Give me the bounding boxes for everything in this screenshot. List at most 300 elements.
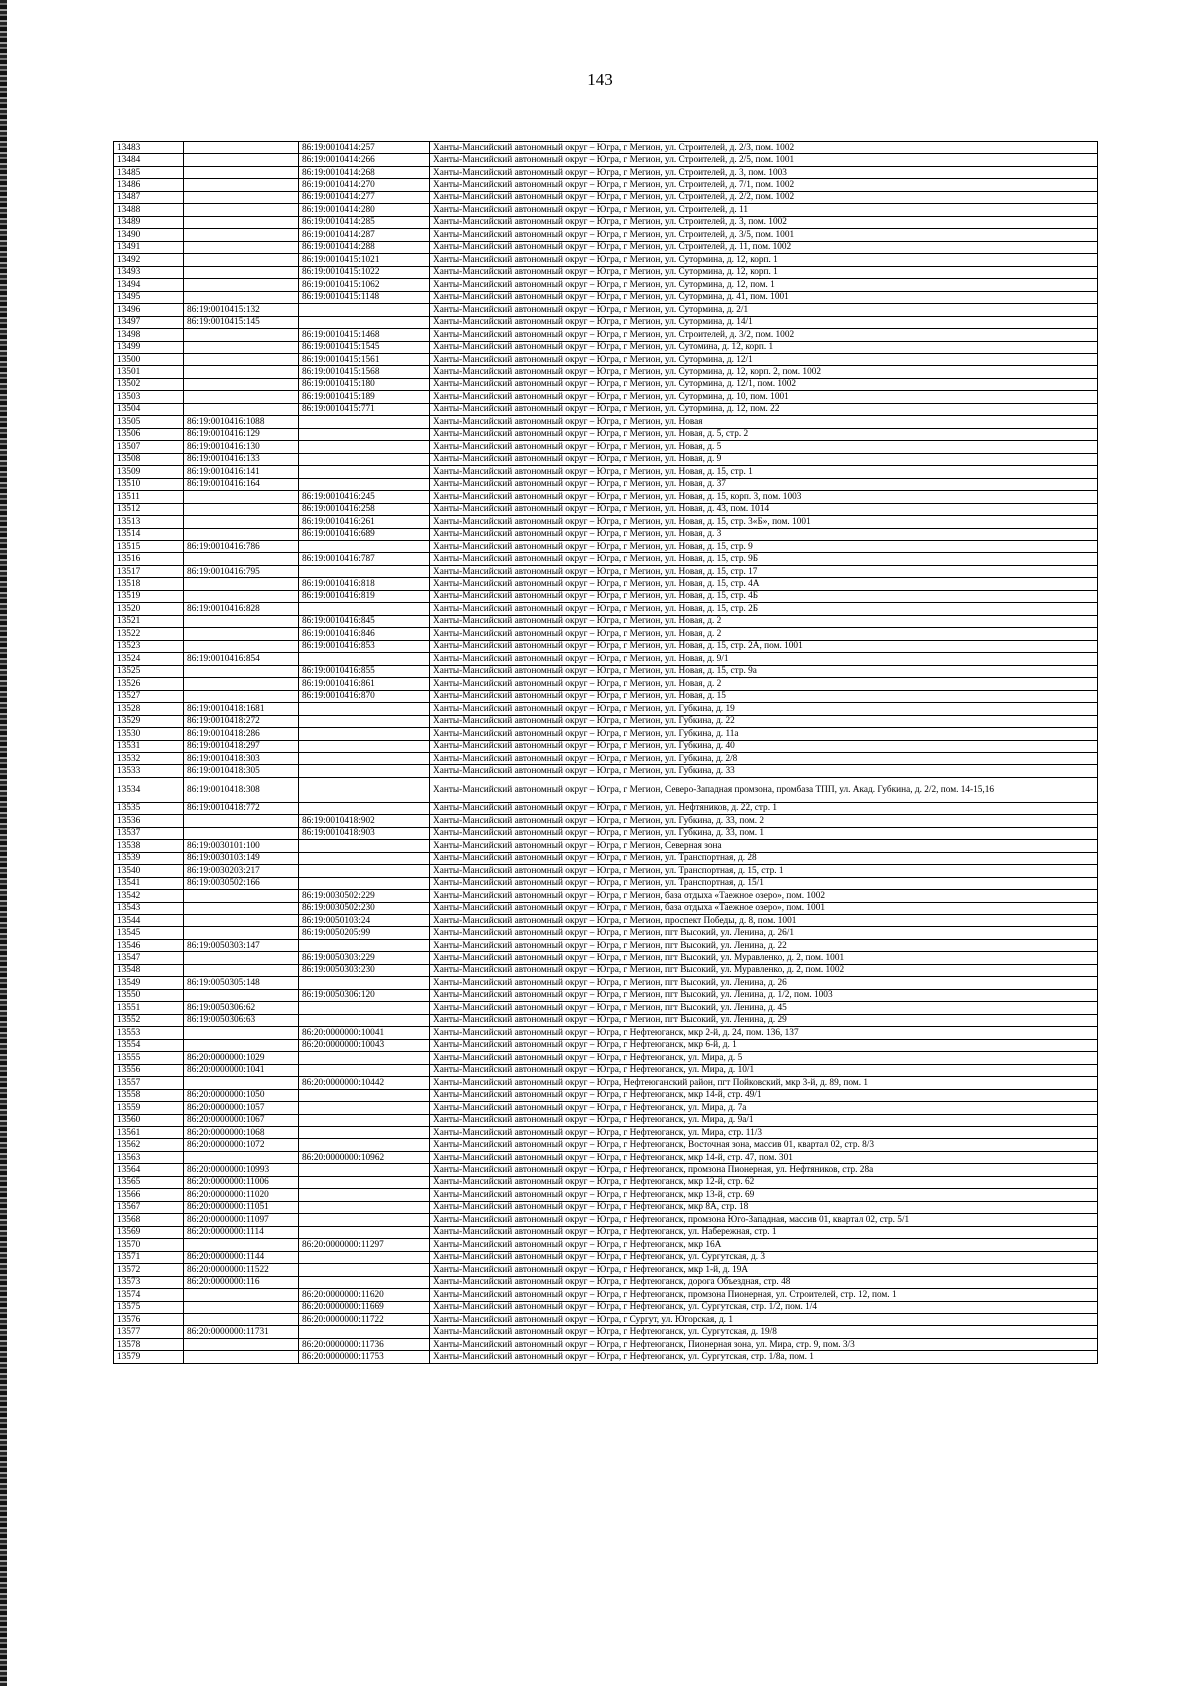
land-cadastral-number [184,279,299,291]
object-address: Ханты-Мансийский автономный округ – Югра, г Нефтеюганск, ул. Мира, д. 10/1 [430,1064,1098,1076]
object-cadastral-number: 86:19:0010416:861 [299,678,430,690]
land-cadastral-number: 86:20:0000000:1041 [184,1064,299,1076]
object-address: Ханты-Мансийский автономный округ – Югра, г Нефтеюганск, мкр 13-й, стр. 69 [430,1189,1098,1201]
row-number: 13493 [114,266,184,278]
object-address: Ханты-Мансийский автономный округ – Югра, г Мегион, ул. Губкина, д. 22 [430,715,1098,727]
table-row [114,1338,1098,1350]
row-number: 13485 [114,166,184,178]
row-number: 13491 [114,241,184,253]
object-address: Ханты-Мансийский автономный округ – Югра, г Мегион, ул. Новая, д. 15, стр. 3«Б», пом. 1001 [430,516,1098,528]
object-cadastral-number: 86:19:0010416:245 [299,491,430,503]
object-address: Ханты-Мансийский автономный округ – Югра, г Мегион, ул. Новая, д. 15, стр. 4Б [430,590,1098,602]
row-number: 13492 [114,254,184,266]
object-cadastral-number: 86:19:0010416:261 [299,516,430,528]
land-cadastral-number: 86:20:0000000:11731 [184,1326,299,1338]
row-number: 13546 [114,939,184,951]
row-number: 13534 [114,777,184,802]
land-cadastral-number [184,578,299,590]
land-cadastral-number [184,1338,299,1350]
register-table [113,141,1098,1364]
table-row [114,528,1098,540]
land-cadastral-number: 86:19:0010418:303 [184,752,299,764]
table-row [114,640,1098,652]
land-cadastral-number [184,491,299,503]
table-row [114,241,1098,253]
land-cadastral-number [184,964,299,976]
table-row [114,865,1098,877]
row-number: 13557 [114,1077,184,1089]
object-address: Ханты-Мансийский автономный округ – Югра, г Мегион, ул. Строителей, д. 7/1, пом. 1002 [430,179,1098,191]
row-number: 13577 [114,1326,184,1338]
row-number: 13542 [114,890,184,902]
object-cadastral-number [299,1002,430,1014]
object-cadastral-number [299,441,430,453]
table-row [114,366,1098,378]
object-address: Ханты-Мансийский автономный округ – Югра, г Мегион, ул. Строителей, д. 2/2, пом. 1002 [430,191,1098,203]
table-row [114,378,1098,390]
land-cadastral-number [184,1289,299,1301]
object-address: Ханты-Мансийский автономный округ – Югра, г Мегион, ул. Строителей, д. 11 [430,204,1098,216]
table-row [114,1351,1098,1363]
table-row [114,802,1098,814]
object-address: Ханты-Мансийский автономный округ – Югра, г Мегион, пгт Высокий, ул. Ленина, д. 22 [430,939,1098,951]
object-cadastral-number [299,1126,430,1138]
object-address: Ханты-Мансийский автономный округ – Югра, г Нефтеюганск, ул. Сургутская, стр. 1/2, пом. 1/4 [430,1301,1098,1313]
object-cadastral-number: 86:19:0010414:277 [299,191,430,203]
object-cadastral-number [299,1176,430,1188]
row-number: 13537 [114,827,184,839]
object-address: Ханты-Мансийский автономный округ – Югра, г Мегион, ул. Строителей, д. 3/2, пом. 1002 [430,329,1098,341]
object-cadastral-number: 86:19:0010418:902 [299,815,430,827]
land-cadastral-number [184,890,299,902]
table-row [114,578,1098,590]
table-row [114,690,1098,702]
table-row [114,827,1098,839]
table-row [114,603,1098,615]
object-address: Ханты-Мансийский автономный округ – Югра, г Мегион, ул. Сутормина, д. 12/1, пом. 1002 [430,378,1098,390]
row-number: 13555 [114,1052,184,1064]
row-number: 13502 [114,378,184,390]
row-number: 13490 [114,229,184,241]
table-row [114,1226,1098,1238]
object-address: Ханты-Мансийский автономный округ – Югра, г Мегион, ул. Сутормина, д. 12, пом. 1 [430,279,1098,291]
row-number: 13553 [114,1027,184,1039]
object-address: Ханты-Мансийский автономный округ – Югра, г Мегион, ул. Новая, д. 15, стр. 9а [430,665,1098,677]
object-cadastral-number [299,1189,430,1201]
object-address: Ханты-Мансийский автономный округ – Югра, г Нефтеюганск, мкр 1-й, д. 19А [430,1264,1098,1276]
object-address: Ханты-Мансийский автономный округ – Югра, г Мегион, пгт Высокий, ул. Ленина, д. 29 [430,1014,1098,1026]
object-cadastral-number: 86:19:0010414:266 [299,154,430,166]
land-cadastral-number: 86:19:0010415:132 [184,304,299,316]
row-number: 13545 [114,927,184,939]
row-number: 13572 [114,1264,184,1276]
row-number: 13504 [114,403,184,415]
object-address: Ханты-Мансийский автономный округ – Югра, г Мегион, ул. Губкина, д. 19 [430,703,1098,715]
object-cadastral-number: 86:20:0000000:11736 [299,1338,430,1350]
land-cadastral-number: 86:20:0000000:11097 [184,1214,299,1226]
land-cadastral-number [184,191,299,203]
object-address: Ханты-Мансийский автономный округ – Югра, г Нефтеюганск, промзона Пионерная, ул. Строителей, стр. 12, пом. 1 [430,1289,1098,1301]
table-row [114,1189,1098,1201]
object-cadastral-number: 86:19:0010415:189 [299,391,430,403]
object-address: Ханты-Мансийский автономный округ – Югра, г Мегион, пгт Высокий, ул. Муравленко, д. 2, пом. 1001 [430,952,1098,964]
object-address: Ханты-Мансийский автономный округ – Югра, г Мегион, ул. Сутомина, д. 12, корп. 1 [430,341,1098,353]
row-number: 13488 [114,204,184,216]
object-cadastral-number [299,1139,430,1151]
object-address: Ханты-Мансийский автономный округ – Югра, г Нефтеюганск, мкр 14-й, стр. 49/1 [430,1089,1098,1101]
object-cadastral-number [299,728,430,740]
table-row [114,628,1098,640]
land-cadastral-number [184,291,299,303]
object-cadastral-number: 86:19:0010416:853 [299,640,430,652]
row-number: 13576 [114,1314,184,1326]
table-row [114,565,1098,577]
land-cadastral-number: 86:19:0050303:147 [184,939,299,951]
object-address: Ханты-Мансийский автономный округ – Югра, г Мегион, ул. Строителей, д. 3/5, пом. 1001 [430,229,1098,241]
land-cadastral-number [184,503,299,515]
land-cadastral-number: 86:19:0010416:129 [184,428,299,440]
row-number: 13522 [114,628,184,640]
land-cadastral-number [184,516,299,528]
object-address: Ханты-Мансийский автономный округ – Югра, г Мегион, ул. Сутормина, д. 14/1 [430,316,1098,328]
object-address: Ханты-Мансийский автономный округ – Югра, г Мегион, ул. Новая, д. 43, пом. 1014 [430,503,1098,515]
table-row [114,254,1098,266]
table-row [114,391,1098,403]
land-cadastral-number: 86:19:0010418:308 [184,777,299,802]
row-number: 13521 [114,615,184,627]
object-address: Ханты-Мансийский автономный округ – Югра, г Мегион, ул. Сутормина, д. 10, пом. 1001 [430,391,1098,403]
object-address: Ханты-Мансийский автономный округ – Югра, г Мегион, ул. Строителей, д. 3, пом. 1002 [430,216,1098,228]
table-row [114,1077,1098,1089]
land-cadastral-number: 86:20:0000000:11020 [184,1189,299,1201]
table-row [114,466,1098,478]
object-address: Ханты-Мансийский автономный округ – Югра, г Мегион, ул. Строителей, д. 2/3, пом. 1002 [430,142,1098,154]
object-address: Ханты-Мансийский автономный округ – Югра, г Нефтеюганск, мкр 6-й, д. 1 [430,1039,1098,1051]
object-cadastral-number [299,653,430,665]
table-row [114,703,1098,715]
table-row [114,316,1098,328]
row-number: 13519 [114,590,184,602]
land-cadastral-number: 86:20:0000000:1072 [184,1139,299,1151]
land-cadastral-number [184,353,299,365]
table-row [114,1326,1098,1338]
object-address: Ханты-Мансийский автономный округ – Югра, г Нефтеюганск, мкр 8А, стр. 18 [430,1201,1098,1213]
land-cadastral-number: 86:19:0010418:297 [184,740,299,752]
land-cadastral-number [184,553,299,565]
row-number: 13525 [114,665,184,677]
table-row [114,1027,1098,1039]
row-number: 13497 [114,316,184,328]
object-cadastral-number: 86:20:0000000:11669 [299,1301,430,1313]
land-cadastral-number: 86:19:0010418:305 [184,765,299,777]
land-cadastral-number [184,229,299,241]
object-address: Ханты-Мансийский автономный округ – Югра, г Мегион, ул. Сутормина, д. 12, корп. 1 [430,266,1098,278]
land-cadastral-number [184,166,299,178]
row-number: 13524 [114,653,184,665]
object-cadastral-number [299,304,430,316]
table-row [114,1301,1098,1313]
row-number: 13533 [114,765,184,777]
row-number: 13513 [114,516,184,528]
row-number: 13564 [114,1164,184,1176]
land-cadastral-number: 86:20:0000000:116 [184,1276,299,1288]
object-cadastral-number [299,416,430,428]
row-number: 13486 [114,179,184,191]
table-row [114,1126,1098,1138]
land-cadastral-number: 86:20:0000000:11051 [184,1201,299,1213]
land-cadastral-number: 86:19:0030203:217 [184,865,299,877]
object-cadastral-number [299,865,430,877]
land-cadastral-number [184,403,299,415]
object-cadastral-number: 86:19:0010416:870 [299,690,430,702]
object-address: Ханты-Мансийский автономный округ – Югра, г Нефтеюганск, ул. Сургутская, стр. 1/8а, пом. 1 [430,1351,1098,1363]
object-address: Ханты-Мансийский автономный округ – Югра, г Мегион, ул. Строителей, д. 2/5, пом. 1001 [430,154,1098,166]
land-cadastral-number [184,1039,299,1051]
table-row [114,1264,1098,1276]
row-number: 13529 [114,715,184,727]
object-address: Ханты-Мансийский автономный округ – Югра, г Мегион, ул. Новая, д. 15, стр. 9 [430,541,1098,553]
object-address: Ханты-Мансийский автономный округ – Югра, г Мегион, ул. Сутормина, д. 2/1 [430,304,1098,316]
land-cadastral-number [184,179,299,191]
row-number: 13487 [114,191,184,203]
land-cadastral-number [184,815,299,827]
land-cadastral-number: 86:19:0050306:63 [184,1014,299,1026]
object-address: Ханты-Мансийский автономный округ – Югра, г Мегион, пгт Высокий, ул. Ленина, д. 26 [430,977,1098,989]
land-cadastral-number [184,665,299,677]
land-cadastral-number [184,329,299,341]
object-address: Ханты-Мансийский автономный округ – Югра, г Мегион, пгт Высокий, ул. Ленина, д. 1/2, пом. 1003 [430,989,1098,1001]
table-row [114,1014,1098,1026]
row-number: 13498 [114,329,184,341]
object-cadastral-number: 86:20:0000000:10041 [299,1027,430,1039]
land-cadastral-number [184,628,299,640]
object-address: Ханты-Мансийский автономный округ – Югра, Нефтеюганский район, пгт Пойковский, мкр 3-й, д. 89, пом. 1 [430,1077,1098,1089]
land-cadastral-number: 86:19:0010416:141 [184,466,299,478]
object-cadastral-number [299,1264,430,1276]
object-address: Ханты-Мансийский автономный округ – Югра, г Мегион, ул. Новая, д. 2 [430,678,1098,690]
land-cadastral-number [184,216,299,228]
object-address: Ханты-Мансийский автономный округ – Югра, г Мегион, ул. Сутормина, д. 12, пом. 22 [430,403,1098,415]
row-number: 13527 [114,690,184,702]
table-row [114,1176,1098,1188]
table-row [114,341,1098,353]
table-row [114,653,1098,665]
land-cadastral-number: 86:19:0010418:1681 [184,703,299,715]
table-row [114,815,1098,827]
land-cadastral-number [184,1301,299,1313]
object-cadastral-number: 86:20:0000000:10962 [299,1151,430,1163]
land-cadastral-number [184,391,299,403]
object-cadastral-number [299,1052,430,1064]
row-number: 13503 [114,391,184,403]
object-address: Ханты-Мансийский автономный округ – Югра, г Мегион, ул. Сутормина, д. 12, корп. 2, пом. 1002 [430,366,1098,378]
object-cadastral-number [299,541,430,553]
object-address: Ханты-Мансийский автономный округ – Югра, г Нефтеюганск, ул. Сургутская, д. 3 [430,1251,1098,1263]
object-cadastral-number [299,1014,430,1026]
table-row [114,952,1098,964]
row-number: 13501 [114,366,184,378]
land-cadastral-number: 86:19:0030101:100 [184,840,299,852]
table-row [114,989,1098,1001]
row-number: 13575 [114,1301,184,1313]
row-number: 13554 [114,1039,184,1051]
row-number: 13494 [114,279,184,291]
scan-border [0,0,7,1686]
row-number: 13574 [114,1289,184,1301]
land-cadastral-number: 86:19:0010416:164 [184,478,299,490]
table-row [114,266,1098,278]
land-cadastral-number [184,678,299,690]
object-address: Ханты-Мансийский автономный округ – Югра, г Нефтеюганск, мкр 14-й, стр. 47, пом. 301 [430,1151,1098,1163]
object-cadastral-number [299,1214,430,1226]
object-cadastral-number [299,1102,430,1114]
object-address: Ханты-Мансийский автономный округ – Югра, г Мегион, ул. Транспортная, д. 28 [430,852,1098,864]
object-cadastral-number: 86:19:0010415:1022 [299,266,430,278]
object-address: Ханты-Мансийский автономный округ – Югра, г Мегион, пгт Высокий, ул. Ленина, д. 45 [430,1002,1098,1014]
row-number: 13511 [114,491,184,503]
row-number: 13508 [114,453,184,465]
object-cadastral-number: 86:19:0030502:229 [299,890,430,902]
object-cadastral-number: 86:19:0010416:258 [299,503,430,515]
row-number: 13506 [114,428,184,440]
object-address: Ханты-Мансийский автономный округ – Югра, г Мегион, ул. Губкина, д. 11а [430,728,1098,740]
object-cadastral-number [299,1251,430,1263]
table-row [114,204,1098,216]
land-cadastral-number [184,989,299,1001]
row-number: 13528 [114,703,184,715]
table-row [114,279,1098,291]
row-number: 13543 [114,902,184,914]
object-address: Ханты-Мансийский автономный округ – Югра, г Мегион, ул. Сутормина, д. 41, пом. 1001 [430,291,1098,303]
object-address: Ханты-Мансийский автономный округ – Югра, г Мегион, ул. Новая, д. 15, стр. 2А, пом. 1001 [430,640,1098,652]
table-row [114,740,1098,752]
land-cadastral-number [184,952,299,964]
object-cadastral-number [299,603,430,615]
object-cadastral-number: 86:19:0010414:280 [299,204,430,216]
table-row [114,765,1098,777]
object-cadastral-number: 86:19:0010416:846 [299,628,430,640]
land-cadastral-number [184,142,299,154]
land-cadastral-number: 86:20:0000000:11522 [184,1264,299,1276]
object-address: Ханты-Мансийский автономный округ – Югра, г Мегион, пгт Высокий, ул. Муравленко, д. 2, пом. 1002 [430,964,1098,976]
object-address: Ханты-Мансийский автономный округ – Югра, г Мегион, ул. Губкина, д. 2/8 [430,752,1098,764]
object-address: Ханты-Мансийский автономный округ – Югра, г Мегион, ул. Губкина, д. 33, пом. 1 [430,827,1098,839]
table-row [114,590,1098,602]
object-cadastral-number: 86:19:0010415:771 [299,403,430,415]
object-address: Ханты-Мансийский автономный округ – Югра, г Мегион, ул. Новая, д. 15, стр. 4А [430,578,1098,590]
object-cadastral-number [299,740,430,752]
object-cadastral-number [299,466,430,478]
land-cadastral-number: 86:20:0000000:1029 [184,1052,299,1064]
row-number: 13539 [114,852,184,864]
row-number: 13518 [114,578,184,590]
object-cadastral-number: 86:19:0010416:689 [299,528,430,540]
table-row [114,1289,1098,1301]
object-cadastral-number [299,1064,430,1076]
object-cadastral-number: 86:19:0010415:180 [299,378,430,390]
object-address: Ханты-Мансийский автономный округ – Югра, г Мегион, ул. Губкина, д. 33 [430,765,1098,777]
object-cadastral-number: 86:19:0010415:1148 [299,291,430,303]
object-address: Ханты-Мансийский автономный округ – Югра, г Мегион, ул. Новая, д. 5, стр. 2 [430,428,1098,440]
object-cadastral-number: 86:19:0010416:855 [299,665,430,677]
row-number: 13520 [114,603,184,615]
object-cadastral-number: 86:19:0010414:257 [299,142,430,154]
table-row [114,304,1098,316]
land-cadastral-number [184,1077,299,1089]
object-address: Ханты-Мансийский автономный округ – Югра, г Мегион, ул. Сутормина, д. 12/1 [430,353,1098,365]
land-cadastral-number [184,204,299,216]
object-address: Ханты-Мансийский автономный округ – Югра, г Мегион, проспект Победы, д. 8, пом. 1001 [430,915,1098,927]
object-cadastral-number: 86:19:0010418:903 [299,827,430,839]
table-row [114,728,1098,740]
row-number: 13548 [114,964,184,976]
object-address: Ханты-Мансийский автономный округ – Югра, г Мегион, ул. Новая, д. 2 [430,628,1098,640]
row-number: 13507 [114,441,184,453]
register-table-body [114,142,1098,1364]
object-address: Ханты-Мансийский автономный округ – Югра, г Мегион, ул. Новая, д. 37 [430,478,1098,490]
object-cadastral-number: 86:20:0000000:11620 [299,1289,430,1301]
land-cadastral-number [184,366,299,378]
land-cadastral-number [184,1151,299,1163]
table-row [114,191,1098,203]
object-address: Ханты-Мансийский автономный округ – Югра, г Мегион, ул. Транспортная, д. 15/1 [430,877,1098,889]
object-cadastral-number [299,453,430,465]
object-cadastral-number: 86:19:0010415:1468 [299,329,430,341]
object-address: Ханты-Мансийский автономный округ – Югра, г Мегион, ул. Новая, д. 15 [430,690,1098,702]
object-address: Ханты-Мансийский автономный округ – Югра, г Сургут, ул. Югорская, д. 1 [430,1314,1098,1326]
object-cadastral-number [299,1276,430,1288]
table-row [114,678,1098,690]
row-number: 13523 [114,640,184,652]
table-row [114,927,1098,939]
table-row [114,142,1098,154]
row-number: 13579 [114,1351,184,1363]
land-cadastral-number: 86:19:0030502:166 [184,877,299,889]
object-cadastral-number [299,939,430,951]
row-number: 13499 [114,341,184,353]
table-row [114,516,1098,528]
table-row [114,715,1098,727]
land-cadastral-number: 86:19:0050305:148 [184,977,299,989]
object-cadastral-number [299,428,430,440]
object-cadastral-number: 86:19:0050103:24 [299,915,430,927]
table-row [114,453,1098,465]
object-address: Ханты-Мансийский автономный округ – Югра, г Мегион, ул. Новая, д. 9/1 [430,653,1098,665]
object-cadastral-number: 86:19:0010415:1021 [299,254,430,266]
object-cadastral-number: 86:20:0000000:10442 [299,1077,430,1089]
object-address: Ханты-Мансийский автономный округ – Югра, г Мегион, ул. Новая, д. 3 [430,528,1098,540]
object-address: Ханты-Мансийский автономный округ – Югра, г Мегион, ул. Новая, д. 15, стр. 9Б [430,553,1098,565]
land-cadastral-number [184,590,299,602]
row-number: 13552 [114,1014,184,1026]
table-row [114,1039,1098,1051]
table-row [114,403,1098,415]
table-row [114,154,1098,166]
object-cadastral-number [299,715,430,727]
row-number: 13559 [114,1102,184,1114]
object-cadastral-number [299,478,430,490]
row-number: 13560 [114,1114,184,1126]
table-row [114,478,1098,490]
object-cadastral-number: 86:19:0010415:1561 [299,353,430,365]
object-address: Ханты-Мансийский автономный округ – Югра, г Мегион, ул. Новая, д. 15, корп. 3, пом. 1003 [430,491,1098,503]
table-row [114,1002,1098,1014]
land-cadastral-number: 86:19:0010416:133 [184,453,299,465]
object-cadastral-number [299,752,430,764]
object-address: Ханты-Мансийский автономный округ – Югра, г Мегион, ул. Строителей, д. 11, пом. 1002 [430,241,1098,253]
table-row [114,1114,1098,1126]
row-number: 13526 [114,678,184,690]
